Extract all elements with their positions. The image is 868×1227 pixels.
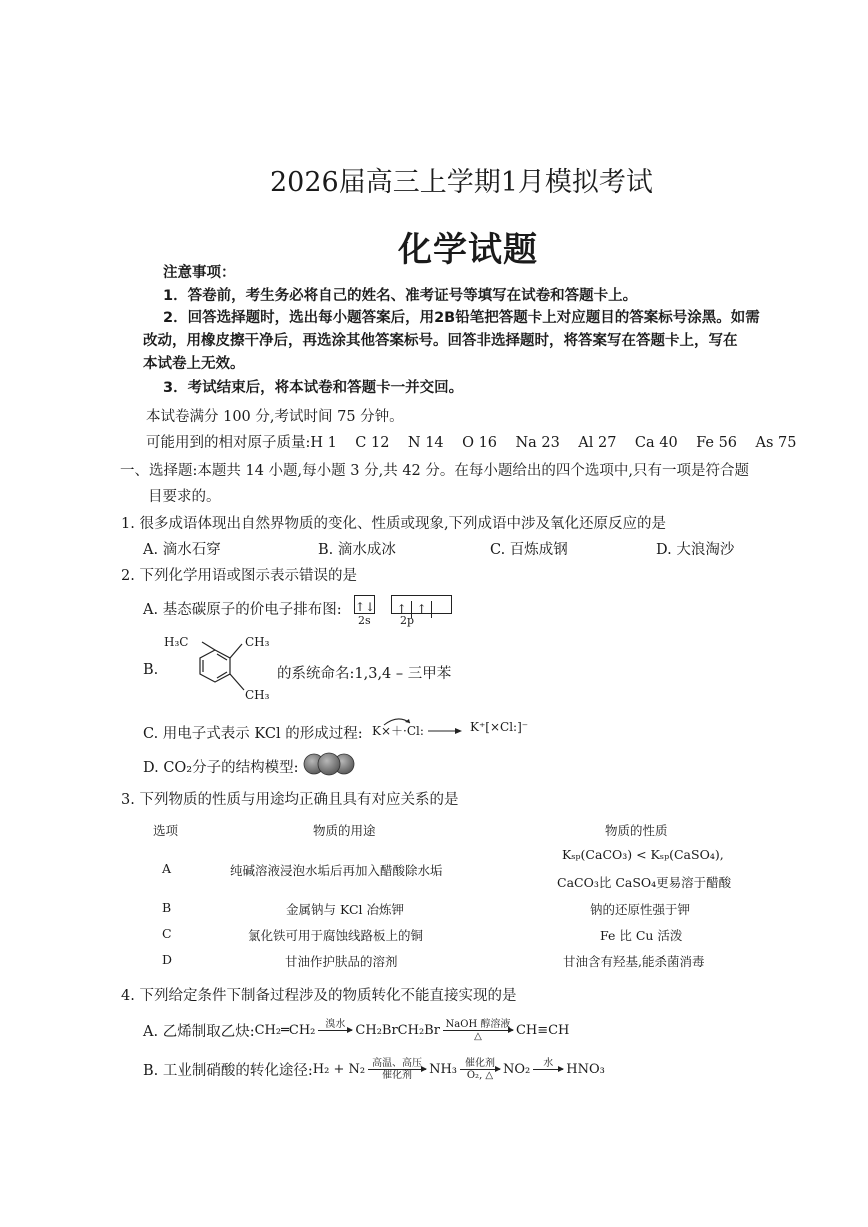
reaction-arrow-naoh-alcohol bbox=[443, 1019, 513, 1042]
acetylene-formula: CH≡CH bbox=[515, 1023, 570, 1038]
table-row-a-property-2: CaCO₃比 CaSO₄更易溶于醋酸 bbox=[557, 875, 732, 890]
orbital-diagram bbox=[354, 594, 452, 614]
question-4-option-b bbox=[143, 1058, 605, 1081]
table-row-c-option: C bbox=[162, 926, 172, 941]
question-4-option-b-label: B. 工业制硝酸的转化途径: bbox=[143, 1063, 313, 1079]
notes-item-2-line-3: 本试卷上无效。 bbox=[143, 356, 245, 372]
orbital-2p-cell-2: ↑ bbox=[412, 601, 432, 618]
table-row-a-property-1: Kₛₚ(CaCO₃) < Kₛₚ(CaSO₄), bbox=[562, 847, 724, 862]
orbital-2s-cell: ↑↓ bbox=[355, 600, 376, 614]
dibromoethane-formula: CH₂BrCH₂Br bbox=[355, 1023, 440, 1038]
condition-bromine-water: 溴水 bbox=[325, 1019, 346, 1030]
notes-item-2-line-1: 2．回答选择题时，选出每小题答案后，用2B铅笔把答题卡上对应题目的答案标号涂黑。如需 bbox=[163, 310, 760, 326]
bond-bottom-right-methyl bbox=[230, 674, 244, 690]
table-row-a-use: 纯碱溶液浸泡水垢后再加入醋酸除水垢 bbox=[230, 863, 443, 878]
methyl-group-top-left: H₃C bbox=[164, 635, 189, 649]
table-header-option: 选项 bbox=[153, 823, 179, 838]
nitrogen-dioxide-formula: NO₂ bbox=[503, 1062, 531, 1077]
condition-naoh-alcohol: NaOH 醇溶液 bbox=[445, 1019, 511, 1030]
table-row-d-property: 甘油含有羟基,能杀菌消毒 bbox=[563, 954, 705, 969]
question-1-stem: 1. 很多成语体现出自然界物质的变化、性质或现象,下列成语中涉及氧化还原反应的是 bbox=[121, 516, 667, 532]
question-3-stem: 3. 下列物质的性质与用途均正确且具有对应关系的是 bbox=[121, 792, 459, 808]
question-4-stem: 4. 下列给定条件下制备过程涉及的物质转化不能直接实现的是 bbox=[121, 988, 517, 1004]
bond-top-left-methyl bbox=[202, 642, 215, 650]
kcl-electron-formula-right: K⁺[×Cl:]⁻ bbox=[470, 720, 529, 734]
condition-high-temp-pressure: 高温、高压 bbox=[372, 1058, 423, 1069]
section-1-heading-line-1: 一、选择题:本题共 14 小题,每小题 3 分,共 42 分。在每小题给出的四个选项中,只有一项是符合题 bbox=[120, 463, 749, 479]
atomic-masses: 可能用到的相对原子质量:H 1 C 12 N 14 O 16 Na 23 Al 27 Ca 40 Fe 56 As 75 bbox=[146, 435, 797, 451]
notes-item-2-line-2: 改动，用橡皮擦干净后，再选涂其他答案标号。回答非选择题时，将答案写在答题卡上，写在 bbox=[143, 333, 738, 349]
table-row-d-use: 甘油作护肤品的溶剂 bbox=[285, 954, 398, 969]
question-2-option-d-text: D. CO₂分子的结构模型: bbox=[143, 760, 299, 776]
electron-transfer-arrow bbox=[380, 716, 420, 726]
notes-heading: 注意事项： bbox=[163, 265, 236, 281]
ring-double-bond-2 bbox=[217, 654, 227, 660]
table-row-a-option: A bbox=[162, 861, 172, 876]
question-2-option-c-text: C. 用电子式表示 KCl 的形成过程: bbox=[143, 726, 363, 742]
nitric-acid-formula: HNO₃ bbox=[566, 1062, 605, 1077]
section-1-heading-line-2: 目要求的。 bbox=[148, 489, 221, 505]
ring-double-bond-3 bbox=[217, 672, 227, 678]
orbital-2p-box bbox=[391, 595, 452, 614]
reaction-arrow-haber bbox=[368, 1058, 426, 1081]
orbital-2p-label: 2p bbox=[400, 614, 415, 627]
question-2-option-b-label: B. bbox=[143, 662, 159, 678]
question-1-option-c: C. 百炼成钢 bbox=[490, 542, 568, 558]
condition-catalyst-2: 催化剂 bbox=[465, 1058, 495, 1069]
subject-title: 化学试题 bbox=[398, 230, 538, 270]
score-time-info: 本试卷满分 100 分,考试时间 75 分钟。 bbox=[146, 409, 404, 425]
co2-carbon-atom bbox=[318, 753, 340, 775]
reaction-arrow-oxidation bbox=[460, 1058, 500, 1081]
notes-item-1: 1．答卷前，考生务必将自己的姓名、准考证号等填写在试卷和答题卡上。 bbox=[163, 288, 638, 304]
table-row-c-use: 氯化铁可用于腐蚀线路板上的铜 bbox=[248, 928, 424, 943]
ammonia-formula: NH₃ bbox=[429, 1062, 457, 1077]
table-row-b-property: 钠的还原性强于钾 bbox=[590, 902, 691, 917]
reaction-arrow-bromine-water bbox=[318, 1019, 352, 1042]
condition-water: 水 bbox=[543, 1058, 554, 1069]
methyl-group-bottom-right: CH₃ bbox=[245, 688, 270, 702]
table-row-d-option: D bbox=[162, 952, 173, 967]
condition-heat: △ bbox=[474, 1031, 482, 1042]
co2-space-filling-model bbox=[302, 752, 356, 776]
orbital-2p-cell-1: ↑ bbox=[392, 601, 412, 618]
question-1-option-b: B. 滴水成冰 bbox=[318, 542, 396, 558]
notes-item-3: 3．考试结束后，将本试卷和答题卡一并交回。 bbox=[163, 380, 464, 396]
benzene-ring bbox=[200, 650, 230, 682]
bond-top-right-methyl bbox=[230, 644, 242, 658]
hydrogen-nitrogen-formula: H₂ + N₂ bbox=[312, 1062, 366, 1077]
reaction-arrow bbox=[428, 727, 462, 735]
question-4-option-a-label: A. 乙烯制取乙炔: bbox=[143, 1024, 255, 1040]
table-row-c-property: Fe 比 Cu 活泼 bbox=[600, 928, 683, 943]
question-4-option-a bbox=[143, 1019, 569, 1042]
question-1-option-d: D. 大浪淘沙 bbox=[656, 542, 735, 558]
orbital-2s-label: 2s bbox=[358, 614, 371, 627]
trimethylbenzene-structure bbox=[190, 640, 252, 696]
condition-catalyst: 催化剂 bbox=[382, 1070, 413, 1081]
kcl-electron-formula-left: K×＋·Cl: bbox=[372, 724, 424, 738]
question-2-option-b-text: 的系统命名:1,3,4 – 三甲苯 bbox=[277, 666, 452, 682]
orbital-2s-box bbox=[354, 595, 375, 614]
reaction-arrow-water bbox=[533, 1058, 563, 1081]
table-row-b-use: 金属钠与 KCl 冶炼钾 bbox=[286, 902, 405, 917]
ethylene-formula: CH₂═CH₂ bbox=[254, 1023, 316, 1038]
methyl-group-top-right: CH₃ bbox=[245, 635, 270, 649]
table-header-property: 物质的性质 bbox=[605, 823, 668, 838]
orbital-2p-cell-3 bbox=[432, 596, 451, 613]
condition-oxygen-heat: O₂, △ bbox=[466, 1070, 494, 1081]
question-1-option-a: A. 滴水石穿 bbox=[143, 542, 221, 558]
table-header-use: 物质的用途 bbox=[313, 823, 376, 838]
question-2-stem: 2. 下列化学用语或图示表示错误的是 bbox=[121, 568, 357, 584]
table-row-b-option: B bbox=[162, 900, 172, 915]
question-2-option-a-text: A. 基态碳原子的价电子排布图: bbox=[143, 602, 342, 618]
exam-title: 2026届高三上学期1月模拟考试 bbox=[270, 167, 653, 198]
